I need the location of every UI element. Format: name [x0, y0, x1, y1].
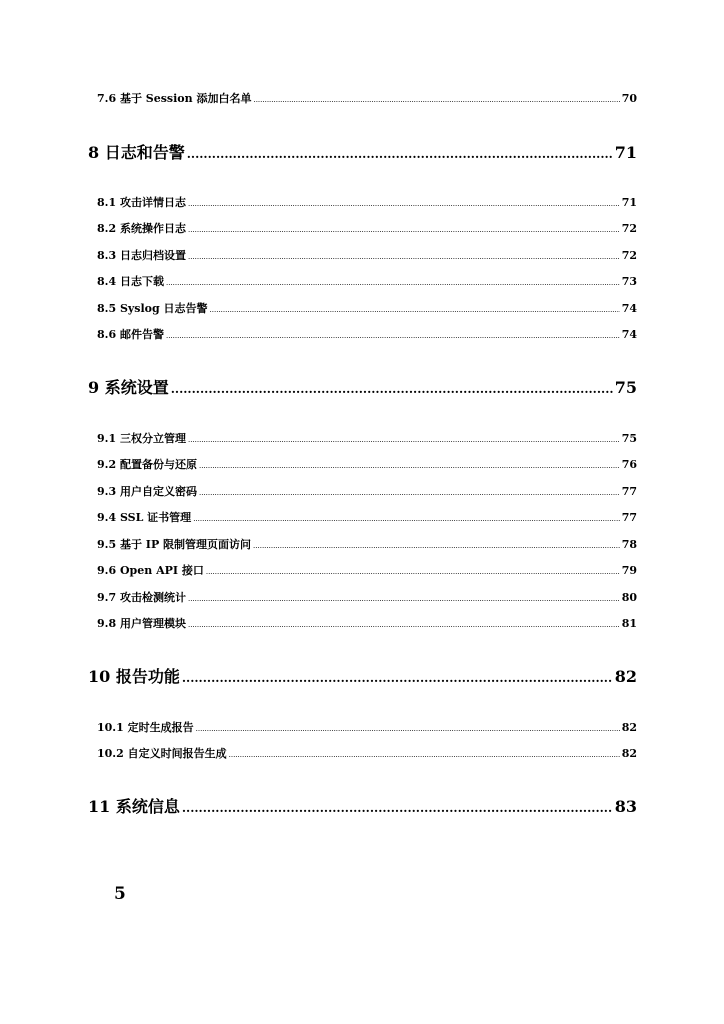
toc-entry[interactable] [97, 273, 637, 289]
toc-entry-page: 80 [621, 591, 637, 604]
dot-leader [166, 332, 620, 340]
toc-entry[interactable] [97, 615, 637, 631]
toc-entry[interactable] [97, 326, 637, 342]
dot-leader [182, 801, 613, 815]
toc-entry-page: 76 [621, 458, 637, 471]
toc-entry-page: 70 [621, 92, 637, 105]
dot-leader [253, 96, 619, 104]
dot-leader [229, 751, 620, 759]
toc-chapter[interactable] [88, 794, 637, 817]
toc-entry-label: 9.6 Open API 接口 [97, 564, 204, 577]
toc-entry[interactable] [97, 300, 637, 316]
toc-entry[interactable] [97, 589, 637, 605]
toc-chapter-page: 75 [614, 378, 637, 397]
toc-entry-label: 8.6 邮件告警 [97, 328, 164, 341]
toc-entry-page: 73 [621, 275, 637, 288]
toc-entry-label: 9.8 用户管理模块 [97, 617, 186, 630]
toc-chapter[interactable] [88, 375, 637, 398]
toc-entry[interactable] [97, 509, 637, 525]
dot-leader [188, 621, 620, 629]
dot-leader [188, 595, 620, 603]
toc-entry-label: 9.1 三权分立管理 [97, 432, 186, 445]
toc-entry-label: 9.3 用户自定义密码 [97, 485, 197, 498]
dot-leader [206, 568, 620, 576]
toc-entry-page: 72 [621, 222, 637, 235]
toc-entry[interactable] [97, 536, 637, 552]
dot-leader [199, 462, 620, 470]
toc-entry-label: 8.3 日志归档设置 [97, 249, 186, 262]
toc-entry-label: 10.1 定时生成报告 [97, 721, 194, 734]
dot-leader [199, 489, 620, 497]
toc-entry[interactable] [97, 483, 637, 499]
toc-entry-page: 82 [621, 747, 637, 760]
toc-chapter-label: 11 系统信息 [88, 797, 180, 816]
toc-entry[interactable] [97, 90, 637, 106]
toc-chapter-label: 8 日志和告警 [88, 143, 185, 162]
dot-leader [188, 226, 620, 234]
page-number: 5 [114, 884, 126, 904]
toc-entry-page: 74 [621, 328, 637, 341]
toc-entry-label: 8.2 系统操作日志 [97, 222, 186, 235]
toc-entry[interactable] [97, 194, 637, 210]
toc-entry-page: 71 [621, 196, 637, 209]
toc-entry[interactable] [97, 562, 637, 578]
dot-leader [188, 200, 620, 208]
toc-entry-label: 8.4 日志下载 [97, 275, 164, 288]
toc-entry[interactable] [97, 456, 637, 472]
toc-chapter-label: 10 报告功能 [88, 667, 180, 686]
toc-entry-page: 75 [621, 432, 637, 445]
toc-entry[interactable] [97, 745, 637, 761]
dot-leader [171, 382, 613, 396]
dot-leader [182, 671, 613, 685]
toc-entry-label: 9.4 SSL 证书管理 [97, 511, 192, 524]
toc-entry-page: 77 [621, 511, 637, 524]
toc-entry-label: 8.1 攻击详情日志 [97, 196, 186, 209]
toc-entry-page: 77 [621, 485, 637, 498]
toc-entry-label: 8.5 Syslog 日志告警 [97, 302, 208, 315]
toc-chapter-page: 83 [614, 797, 637, 816]
toc-chapter-label: 9 系统设置 [88, 378, 169, 397]
dot-leader [196, 725, 620, 733]
toc-entry-label: 9.2 配置备份与还原 [97, 458, 197, 471]
toc-entry-label: 9.5 基于 IP 限制管理页面访问 [97, 538, 252, 551]
dot-leader [187, 147, 613, 161]
toc-entry-page: 82 [621, 721, 637, 734]
toc-entry[interactable] [97, 247, 637, 263]
dot-leader [253, 542, 620, 550]
dot-leader [188, 253, 620, 261]
toc-entry[interactable] [97, 430, 637, 446]
toc-entry-page: 78 [621, 538, 637, 551]
dot-leader [166, 279, 620, 287]
toc-chapter-page: 71 [614, 143, 637, 162]
toc-chapter-page: 82 [614, 667, 637, 686]
toc-chapter[interactable] [88, 664, 637, 687]
toc-entry[interactable] [97, 719, 637, 735]
toc-entry-label: 7.6 基于 Session 添加白名单 [97, 92, 252, 105]
toc-entry-page: 81 [621, 617, 637, 630]
toc-chapter[interactable] [88, 140, 637, 163]
toc-entry[interactable] [97, 220, 637, 236]
dot-leader [193, 515, 620, 523]
dot-leader [210, 306, 620, 314]
dot-leader [188, 436, 620, 444]
toc-entry-page: 72 [621, 249, 637, 262]
toc-entry-label: 10.2 自定义时间报告生成 [97, 747, 227, 760]
toc-entry-page: 74 [621, 302, 637, 315]
toc-entry-label: 9.7 攻击检测统计 [97, 591, 186, 604]
toc-entry-page: 79 [621, 564, 637, 577]
